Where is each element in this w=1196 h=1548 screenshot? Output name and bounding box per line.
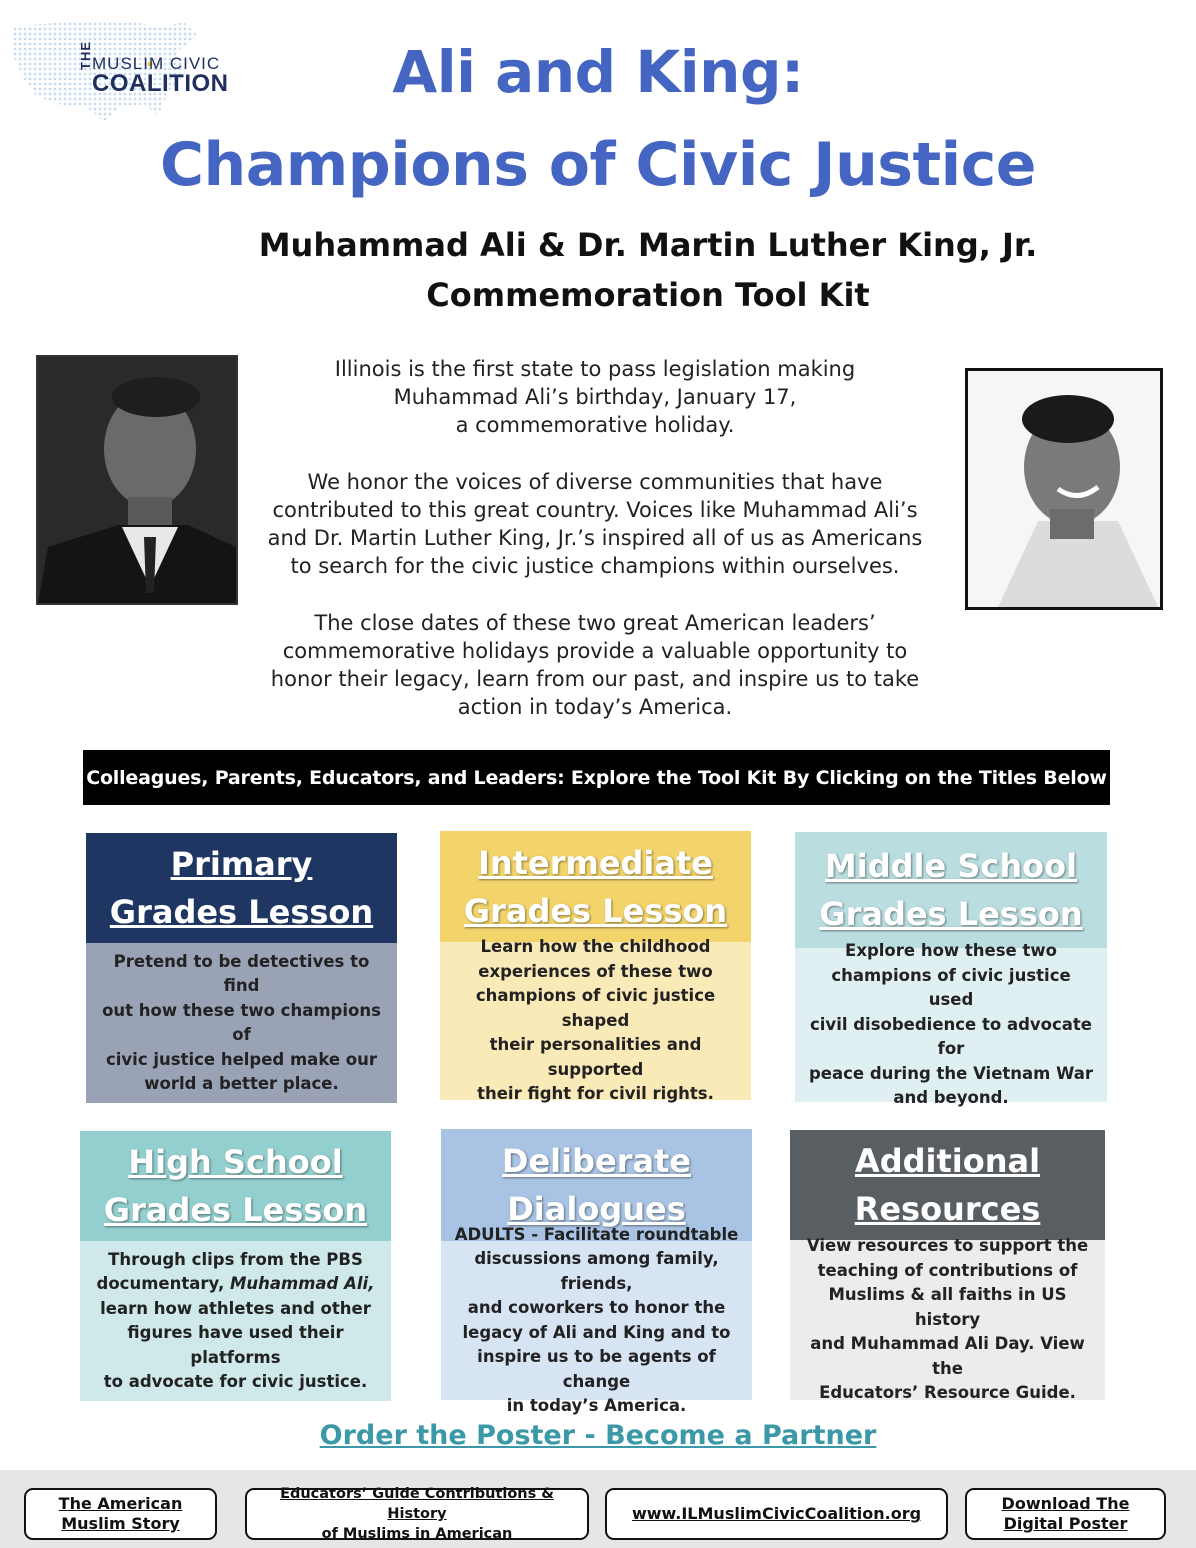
intro-p1-line: a commemorative holiday.	[455, 413, 735, 437]
card-intermediate	[440, 831, 751, 1104]
card-body-line: Explore how these two	[845, 941, 1057, 961]
button-label-line: Educators’ Guide Contributions & History	[280, 1486, 554, 1522]
card-body-line: civil disobedience to advocate for	[810, 1014, 1092, 1059]
american-muslim-story-button[interactable]	[24, 1488, 217, 1540]
intro-p2-line: and Dr. Martin Luther King, Jr.’s inspired all of us as Americans	[267, 526, 923, 550]
card-body-text: documentary,	[96, 1274, 230, 1293]
card-intermediate-title-link[interactable]	[440, 831, 751, 942]
intro-paragraph-3	[250, 609, 940, 721]
card-primary-body	[86, 943, 397, 1103]
subtitle-line2: Commemoration Tool Kit	[426, 276, 870, 314]
card-body-line: peace during the Vietnam War	[809, 1063, 1093, 1083]
card-body-line: and coworkers to honor the	[467, 1298, 726, 1317]
card-middle-school-body	[795, 941, 1107, 1108]
intro-p3-line: commemorative holidays provide a valuable opportunity to	[282, 639, 908, 663]
card-title-line: Resources	[854, 1190, 1041, 1228]
logo-line1: MUSLIM CIVIC	[92, 54, 221, 73]
card-title-line: Grades Lesson	[103, 1191, 368, 1229]
intro-paragraph-2	[250, 468, 940, 580]
card-body-line: legacy of Ali and King and to	[462, 1322, 731, 1342]
intro-p3-line: honor their legacy, learn from our past, and inspire us to take	[270, 667, 920, 691]
card-body-line: and beyond.	[893, 1088, 1009, 1108]
card-body-line: ADULTS - Facilitate roundtable	[454, 1224, 739, 1244]
explore-banner: Colleagues, Parents, Educators, and Leaders: Explore the Tool Kit By Clicking on the Titles Below	[83, 750, 1110, 805]
card-body-line: View resources to support the	[806, 1236, 1089, 1256]
card-body-line: world a better place.	[144, 1074, 339, 1093]
page-title-line2: Champions of Civic Justice	[159, 130, 1036, 200]
card-deliberate-dialogues	[441, 1129, 752, 1415]
subtitle-line1: Muhammad Ali & Dr. Martin Luther King, Jr.	[258, 226, 1038, 264]
intro-p3-line: action in today’s America.	[457, 695, 733, 719]
card-body-line: Through clips from the PBS	[108, 1249, 363, 1269]
card-body-line: discussions among family, friends,	[474, 1249, 719, 1293]
card-high-school	[80, 1131, 391, 1401]
card-body-line: to advocate for civic justice.	[103, 1372, 368, 1391]
card-body-line	[92, 1272, 379, 1297]
card-body-line: learn how athletes and other	[100, 1298, 371, 1318]
card-body-line: champions of civic justice used	[831, 965, 1071, 1010]
button-label-line: Download The	[1001, 1494, 1130, 1513]
card-body-line: Learn how the childhood	[480, 937, 711, 957]
card-title-line: Deliberate	[501, 1142, 692, 1180]
card-primary-title-link[interactable]	[86, 833, 397, 943]
intro-p2-line: contributed to this great country. Voices like Muhammad Ali’s	[272, 498, 918, 522]
card-title-line: Grades Lesson	[819, 895, 1083, 933]
card-title-line: High School	[128, 1143, 343, 1181]
card-body-line: champions of civic justice shaped	[475, 986, 716, 1030]
card-title-line: Grades Lesson	[109, 893, 374, 931]
intro-paragraph-1	[250, 355, 940, 439]
card-body-line: civic justice helped make our	[105, 1049, 378, 1069]
card-title-line: Grades Lesson	[463, 891, 728, 930]
button-label-line: Digital Poster	[1003, 1514, 1128, 1533]
card-deliberate-dialogues-body	[441, 1224, 752, 1415]
footer-bar	[0, 1470, 1196, 1548]
button-label-line: of Muslims in American	[321, 1526, 513, 1542]
card-body-line: out how these two champions of	[102, 1000, 381, 1044]
card-additional-resources-body	[790, 1236, 1105, 1403]
intro-p1-line: Muhammad Ali’s birthday, January 17,	[393, 385, 797, 409]
intro-p3-line: The close dates of these two great American leaders’	[314, 611, 876, 635]
card-primary	[86, 833, 397, 1103]
logo-the: THE	[78, 41, 93, 70]
card-body-line: and Muhammad Ali Day. View the	[810, 1334, 1085, 1378]
documentary-title: Muhammad Ali,	[229, 1274, 375, 1293]
card-title-line: Intermediate	[478, 843, 713, 882]
card-body-line: their personalities and supported	[489, 1035, 702, 1079]
educators-guide-button[interactable]	[245, 1488, 589, 1540]
card-title-line: Additional	[854, 1142, 1041, 1180]
card-title-line: Primary	[170, 845, 313, 883]
card-intermediate-body	[440, 937, 751, 1104]
card-title-line: Middle School	[824, 847, 1078, 885]
card-body-line: figures have used their platforms	[127, 1323, 344, 1367]
card-body-line: Pretend to be detectives to find	[113, 951, 370, 995]
card-body-line: Educators’ Resource Guide.	[819, 1383, 1076, 1403]
card-body-line: inspire us to be agents of change	[477, 1347, 716, 1391]
intro-p1-line: Illinois is the first state to pass legislation making	[334, 357, 856, 381]
card-body-line: Muslims & all faiths in US history	[828, 1285, 1067, 1329]
card-body-line: in today’s America.	[506, 1396, 687, 1415]
card-additional-resources	[790, 1130, 1105, 1403]
card-additional-resources-title-link[interactable]	[790, 1130, 1105, 1240]
button-label-line: The American	[58, 1494, 183, 1513]
card-high-school-title-link[interactable]	[80, 1131, 391, 1241]
order-poster-link[interactable]: Order the Poster - Become a Partner	[319, 1420, 877, 1451]
button-label-line: Muslim Story	[61, 1514, 180, 1533]
card-body-line: teaching of contributions of	[817, 1260, 1078, 1280]
card-body-line: their fight for civil rights.	[477, 1084, 714, 1104]
download-digital-poster-button[interactable]	[965, 1488, 1166, 1540]
card-high-school-body	[80, 1241, 391, 1401]
mlk-portrait-image	[36, 355, 238, 605]
card-body-line: experiences of these two	[478, 961, 713, 981]
page-title-line1: Ali and King:	[392, 38, 804, 106]
website-link-button[interactable]: www.ILMuslimCivicCoalition.org	[605, 1488, 948, 1540]
ali-portrait-image	[965, 368, 1163, 610]
intro-p2-line: to search for the civic justice champions within ourselves.	[290, 554, 900, 578]
card-title-line: Dialogues	[507, 1190, 686, 1228]
card-middle-school-title-link[interactable]	[795, 832, 1107, 948]
intro-p2-line: We honor the voices of diverse communities that have	[307, 470, 883, 494]
logo-line2: COALITION	[92, 70, 229, 97]
card-middle-school	[795, 832, 1107, 1108]
